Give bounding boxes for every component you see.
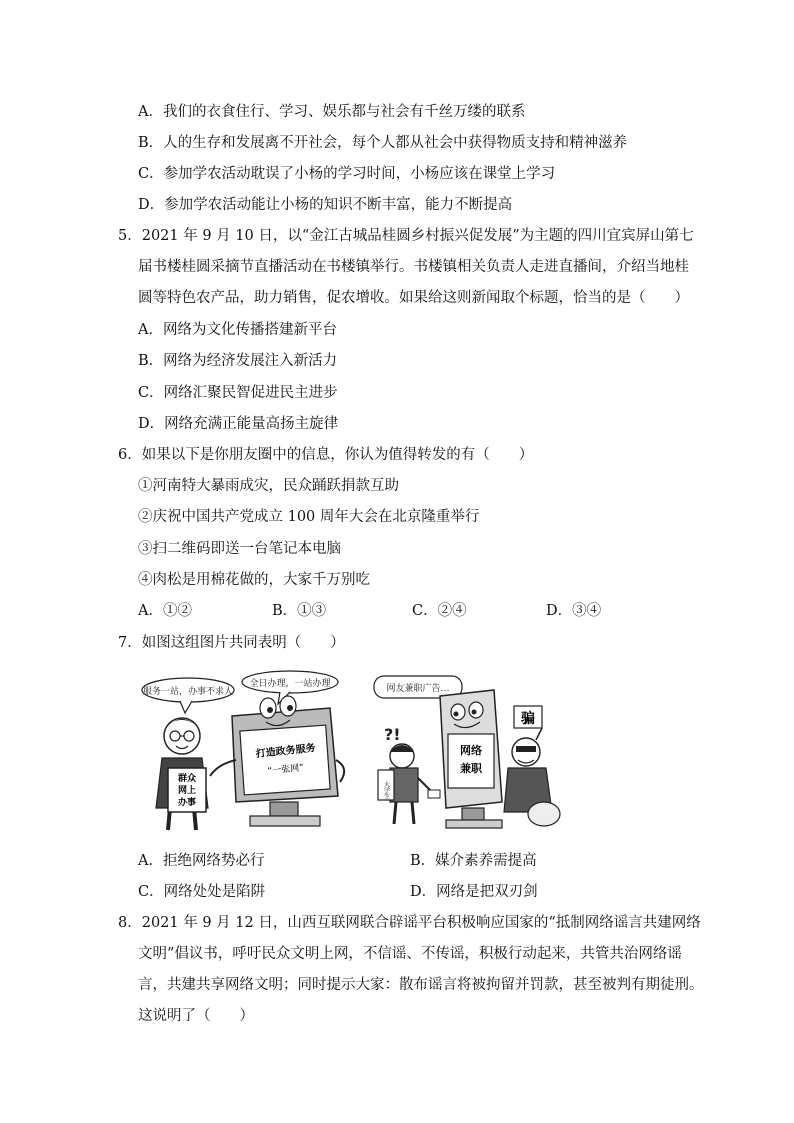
q5-stem-line2: 届书楼桂圆采摘节直播活动在书楼镇举行。书楼镇相关负责人走进直播间，介绍当地桂	[138, 259, 689, 275]
bubble-screen-text: 全日办理，一站办理	[249, 679, 331, 689]
bubble-person-text: 服务一站，办事不求人	[142, 687, 234, 697]
q8-stem-line3: 言，共建共享网络文明；同时提示大家：散布谣言将被拘留并罚款，甚至被判有期徒刑。	[138, 977, 704, 993]
q5-option-a: A．网络为文化传播搭建新平台	[138, 322, 337, 338]
q5-stem-line1: 5．2021 年 9 月 10 日，以“金江古城品桂圆乡村振兴促发展”为主题的四川宜宾屏山第七	[118, 228, 694, 244]
q4-option-a: A．我们的衣食住行、学习、娱乐都与社会有千丝万缕的联系	[138, 104, 526, 120]
q5-stem-line3: 圆等特色农产品，助力销售，促农增收。如果给这则新闻取个标题，恰当的是（ ）	[138, 290, 689, 306]
svg-text:网络: 网络	[460, 744, 482, 757]
svg-text:网上: 网上	[177, 786, 197, 796]
q6-option-c: C．②④	[412, 603, 467, 619]
svg-text:骗: 骗	[521, 711, 535, 727]
q8-stem-line2: 文明”倡议书，呼吁民众文明上网，不信谣、不传谣，积极行动起来，共管共治网络谣	[138, 946, 682, 962]
screen-sub: “一张网”	[267, 763, 305, 777]
q6-item-4: ④肉松是用棉花做的，大家千万别吃	[138, 572, 370, 588]
q6-item-3: ③扫二维码即送一台笔记本电脑	[138, 541, 341, 557]
q7-stem: 7．如图这组图片共同表明（ ）	[118, 635, 345, 651]
screen-title: 打造政务服务	[255, 742, 317, 761]
q7-option-b: B．媒介素养需提高	[410, 853, 537, 869]
q6-option-a: A．①②	[138, 603, 192, 619]
q6-option-b: B．①③	[272, 603, 327, 619]
question-mark: ?!	[384, 725, 401, 744]
cartoon-egov-service	[140, 668, 355, 836]
q5-option-c: C．网络汇聚民智促进民主进步	[138, 385, 338, 401]
q7-option-c: C．网络处处是陷阱	[138, 884, 266, 900]
q5-option-d: D．网络充满正能量高扬主旋律	[138, 416, 339, 432]
svg-text:办事: 办事	[177, 798, 197, 808]
q4-option-b: B．人的生存和发展离不开社会，每个人都从社会中获得物质支持和精神滋养	[138, 135, 628, 151]
q8-stem-line1: 8．2021 年 9 月 12 日，山西互联网联合辟谣平台积极响应国家的“抵制网络谣言共建网络	[118, 915, 701, 931]
svg-text:大学生: 大学生	[382, 781, 390, 799]
scam-bubble-text: 网友兼职广告…	[386, 684, 450, 694]
q6-option-d: D．③④	[546, 603, 602, 619]
svg-text:兼职: 兼职	[460, 762, 482, 775]
money-sack	[528, 802, 560, 826]
cartoon-job-scam	[366, 672, 562, 836]
q6-item-1: ①河南特大暴雨成灾，民众踊跃捐款互助	[138, 478, 399, 494]
q4-option-d: D．参加学农活动能让小杨的知识不断丰富，能力不断提高	[138, 197, 513, 213]
q6-stem: 6．如果以下是你朋友圈中的信息，你认为值得转发的有（ ）	[118, 447, 534, 463]
q6-item-2: ②庆祝中国共产党成立 100 周年大会在北京隆重举行	[138, 509, 480, 525]
q7-option-a: A．拒绝网络势必行	[138, 853, 265, 869]
q4-option-c: C．参加学农活动耽误了小杨的学习时间，小杨应该在课堂上学习	[138, 166, 556, 182]
svg-text:群众: 群众	[177, 774, 197, 784]
q5-option-b: B．网络为经济发展注入新活力	[138, 353, 338, 369]
q7-option-d: D．网络是把双刃剑	[410, 884, 538, 900]
q8-stem-line4: 这说明了（ ）	[138, 1008, 254, 1024]
